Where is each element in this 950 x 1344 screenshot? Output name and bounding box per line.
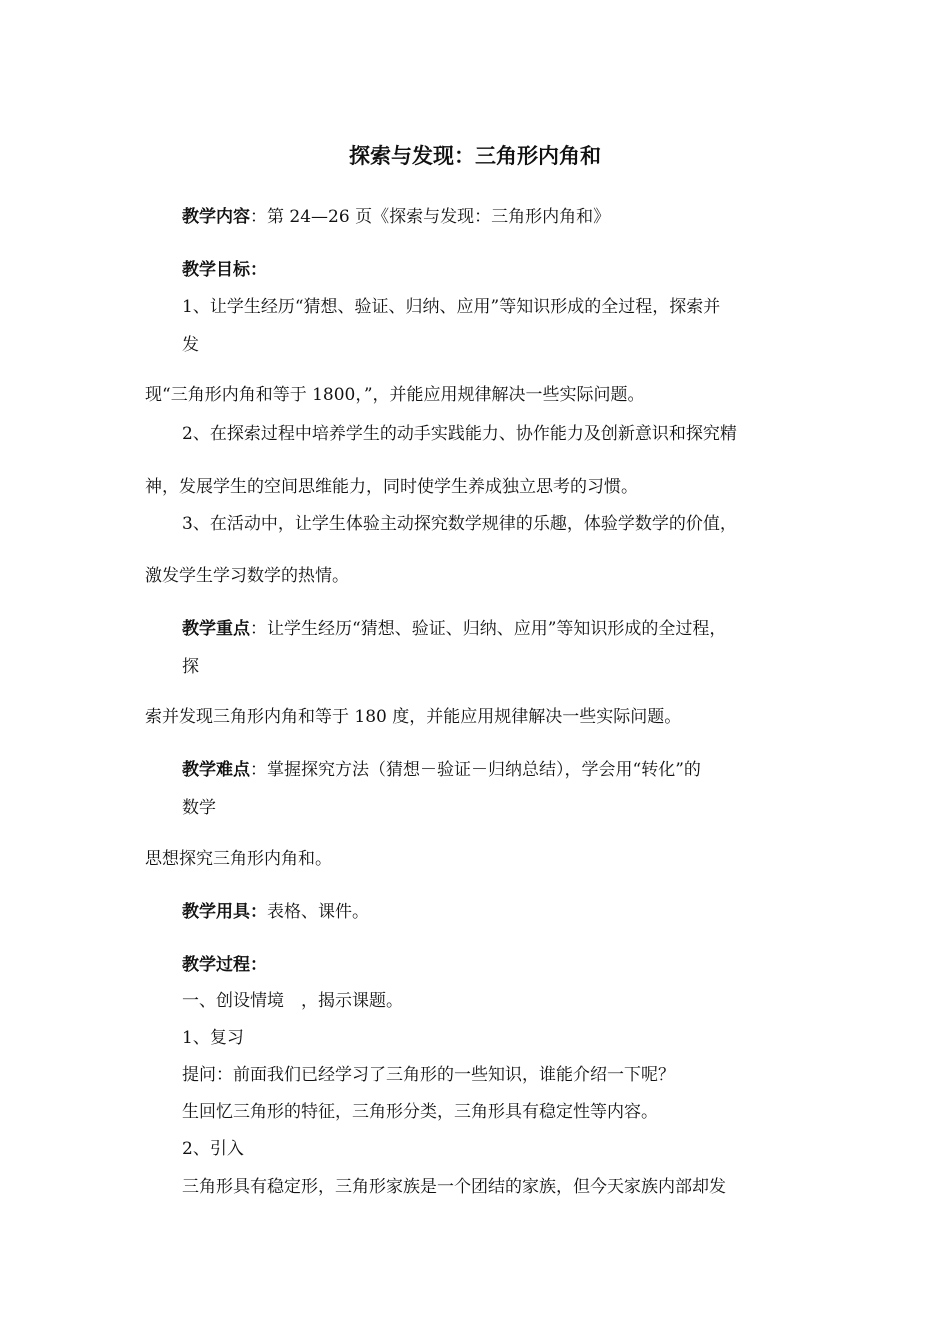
teaching-goals-label: 教学目标： [182, 260, 267, 280]
teaching-tools-text: 表格、课件。 [267, 902, 369, 922]
teaching-tools-label: 教学用具： [182, 902, 267, 922]
goal-1-line-c: 现“三角形内角和等于 1800，”，并能应用规律解决一些实际问题。 [145, 385, 645, 405]
difficulty-line-a [182, 759, 701, 781]
document-title: 探索与发现：三角形内角和 [349, 144, 601, 168]
teaching-content-label: 教学内容 [182, 207, 250, 227]
goal-3-line-a: 3、在活动中，让学生体验主动探究数学规律的乐趣，体验学数学的价值， [182, 514, 737, 534]
goal-1-line-b: 发 [182, 335, 199, 355]
teaching-process-label: 教学过程： [182, 955, 267, 975]
goal-2-line-a: 2、在探索过程中培养学生的动手实践能力、协作能力及创新意识和探究精 [182, 424, 737, 444]
key-point-label: 教学重点 [182, 619, 250, 639]
process-line-3: 提问：前面我们已经学习了三角形的一些知识，谁能介绍一下呢？ [182, 1065, 675, 1085]
process-line-6: 三角形具有稳定形，三角形家族是一个团结的家族，但今天家族内部却发 [182, 1177, 726, 1197]
goal-2-line-b: 神，发展学生的空间思维能力，同时使学生养成独立思考的习惯。 [145, 477, 638, 497]
goal-3-line-b: 激发学生学习数学的热情。 [145, 566, 349, 586]
key-point-line-b: 探 [182, 657, 199, 677]
goal-1-line-a: 1、让学生经历“猜想、验证、归纳、应用”等知识形成的全过程，探索并 [182, 297, 721, 317]
difficulty-line-c: 思想探究三角形内角和。 [145, 849, 332, 869]
teaching-content-line [182, 206, 610, 228]
key-point-text: ：让学生经历“猜想、验证、归纳、应用”等知识形成的全过程， [250, 619, 727, 639]
difficulty-label: 教学难点 [182, 760, 250, 780]
teaching-content-text: ：第 24—26 页《探索与发现：三角形内角和》 [250, 207, 611, 227]
process-line-5: 2、引入 [182, 1139, 244, 1159]
key-point-line-a [182, 618, 726, 640]
process-line-2: 1、复习 [182, 1028, 244, 1048]
process-line-1: 一、创设情境 ，揭示课题。 [182, 991, 403, 1011]
key-point-line-c: 索并发现三角形内角和等于 180 度，并能应用规律解决一些实际问题。 [145, 707, 682, 727]
teaching-tools-line [182, 901, 369, 923]
process-line-4: 生回忆三角形的特征，三角形分类，三角形具有稳定性等内容。 [182, 1102, 658, 1122]
difficulty-line-b: 数学 [182, 798, 216, 818]
difficulty-text: ：掌握探究方法（猜想－验证－归纳总结），学会用“转化”的 [250, 760, 701, 780]
